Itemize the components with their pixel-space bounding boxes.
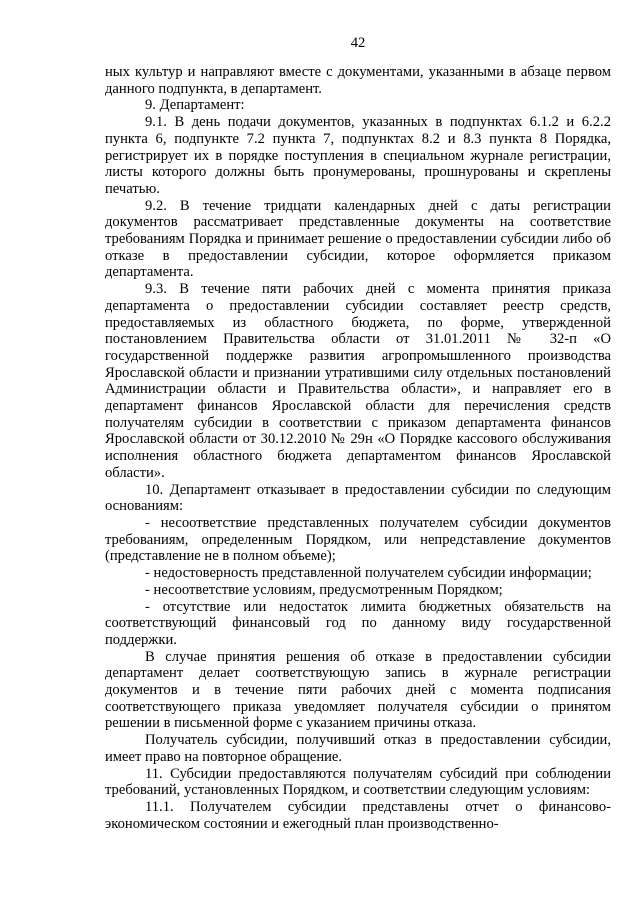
list-item-unreliability: - недостоверность представленной получателем субсидии информации; bbox=[145, 565, 592, 582]
list-item-conditions: - несоответствие условиям, предусмотренным Порядком; bbox=[145, 581, 503, 598]
paragraph-11: 11. Субсидии предоставляются получателям субсидий при соблюдении требований, установленных Порядком, и соответствии следующим условиям: bbox=[105, 765, 611, 799]
paragraph-9-3: 9.3. В течение пяти рабочих дней с момента принятия приказа департамента о предоставлении субсидии составляет реестр средств, предоставляемых из областного бюджета, по форме, утвержденной постановлением Правительства области от 31.01.2011 № 32-п «О государственной поддержке развития агропромышленного производства Ярославской области и признании утратившими силу отдельных постановлений Администрации области и Правительства области», и направляет его в департамент финансов Ярославской области для перечисления средств получателям субсидии в соответствии с приказом департамента финансов Ярославской области от 30.12.2010 № 29н «О Порядке кассового обслуживания исполнения областного бюджета департаментом финансов Ярославской области». bbox=[105, 281, 611, 481]
page-number: 42 bbox=[350, 35, 366, 51]
list-item-limit: - отсутствие или недостаток лимита бюджетных обязательств на соответствующий финансовый год по данному виду государственной поддержки. bbox=[105, 598, 611, 648]
paragraph-9-2: 9.2. В течение тридцати календарных дней с даты регистрации документов рассматривает представленные документы на соответствие требованиям Порядка и принимает решение о предоставлении субсидии либо об отказе в предоставлении субсидии, которое оформляется приказом департамента. bbox=[105, 197, 611, 281]
paragraph-continuation: ных культур и направляют вместе с документами, указанными в абзаце первом данного подпункта, в департамент. bbox=[105, 64, 611, 97]
paragraph-reapply: Получатель субсидии, получивший отказ в предоставлении субсидии, имеет право на повторное обращение. bbox=[105, 732, 611, 765]
paragraph-refusal-notice: В случае принятия решения об отказе в предоставлении субсидии департамент делает соответствующую запись в журнале регистрации документов и в течение пяти рабочих дней с момента подписания соответствующего приказа уведомляет получателя субсидии о принятом решении в письменной форме с указанием причины отказа. bbox=[105, 648, 611, 732]
paragraph-9-heading: 9. Департамент: bbox=[145, 97, 245, 114]
paragraph-9-1: 9.1. В день подачи документов, указанных в подпунктах 6.1.2 и 6.2.2 пункта 6, подпункте 7.2 пункта 7, подпунктах 8.2 и 8.3 пункта 8 Порядка, регистрирует их в порядке поступления в специальном журнале регистрации, листы которого должны быть пронумерованы, прошнурованы и скреплены печатью. bbox=[105, 114, 611, 197]
document-page bbox=[105, 34, 611, 832]
paragraph-11-1: 11.1. Получателем субсидии представлены отчет о финансово-экономическом состоянии и ежегодный план производственно- bbox=[105, 798, 611, 832]
list-item-nonconformity: - несоответствие представленных получателем субсидии документов требованиям, определенным Порядком, или непредставление документов (представление не в полном объеме); bbox=[105, 514, 611, 565]
paragraph-10: 10. Департамент отказывает в предоставлении субсидии по следующим основаниям: bbox=[105, 481, 611, 515]
